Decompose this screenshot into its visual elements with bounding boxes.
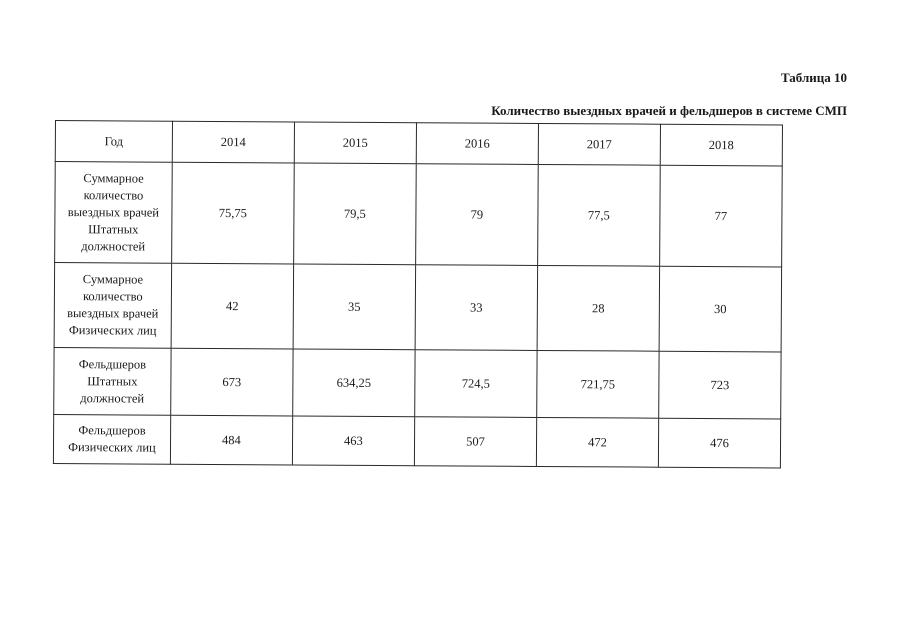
table-header-row — [55, 121, 782, 166]
header-year-2016: 2016 — [416, 123, 538, 165]
table-cell: 723 — [659, 351, 781, 419]
header-year-2018: 2018 — [660, 124, 782, 166]
table-cell: 75,75 — [172, 162, 295, 264]
data-table — [53, 120, 783, 468]
header-year-label: Год — [55, 121, 172, 163]
table-cell: 673 — [171, 348, 293, 416]
table-number: Таблица 10 — [780, 70, 847, 85]
table-row — [55, 162, 783, 267]
table-cell: 724,5 — [415, 350, 537, 418]
table-cell: 79 — [416, 164, 539, 266]
table-cell: 463 — [292, 416, 414, 466]
row-label: Фельдшеров Штатных должностей — [54, 347, 171, 415]
table-row — [53, 414, 780, 467]
header-year-2017: 2017 — [538, 123, 660, 165]
table-title: Количество выездных врачей и фельдшеров в системе СМП — [491, 103, 847, 118]
header-year-2015: 2015 — [294, 122, 416, 164]
table-cell: 33 — [415, 265, 538, 351]
table-cell: 472 — [536, 417, 658, 467]
header-year-2014: 2014 — [172, 121, 294, 163]
table-cell: 77 — [660, 165, 783, 267]
table-cell: 28 — [537, 265, 660, 351]
row-label: Суммарное количество выездных врачей Физических лиц — [54, 263, 171, 349]
row-label: Фельдшеров Физических лиц — [53, 414, 170, 464]
table-cell: 35 — [293, 264, 416, 350]
table-cell: 507 — [414, 417, 536, 467]
table-cell: 476 — [658, 418, 780, 468]
table-cell: 634,25 — [293, 349, 415, 417]
table-cell: 77,5 — [538, 164, 661, 266]
table-cell: 30 — [659, 266, 782, 352]
table-cell: 484 — [170, 415, 292, 465]
table-cell: 79,5 — [294, 163, 417, 265]
table-row — [54, 263, 782, 352]
table-row — [54, 347, 781, 418]
table-cell: 42 — [171, 263, 294, 349]
row-label: Суммарное количество выездных врачей Штатных должностей — [55, 162, 173, 264]
table-cell: 721,75 — [537, 350, 659, 418]
